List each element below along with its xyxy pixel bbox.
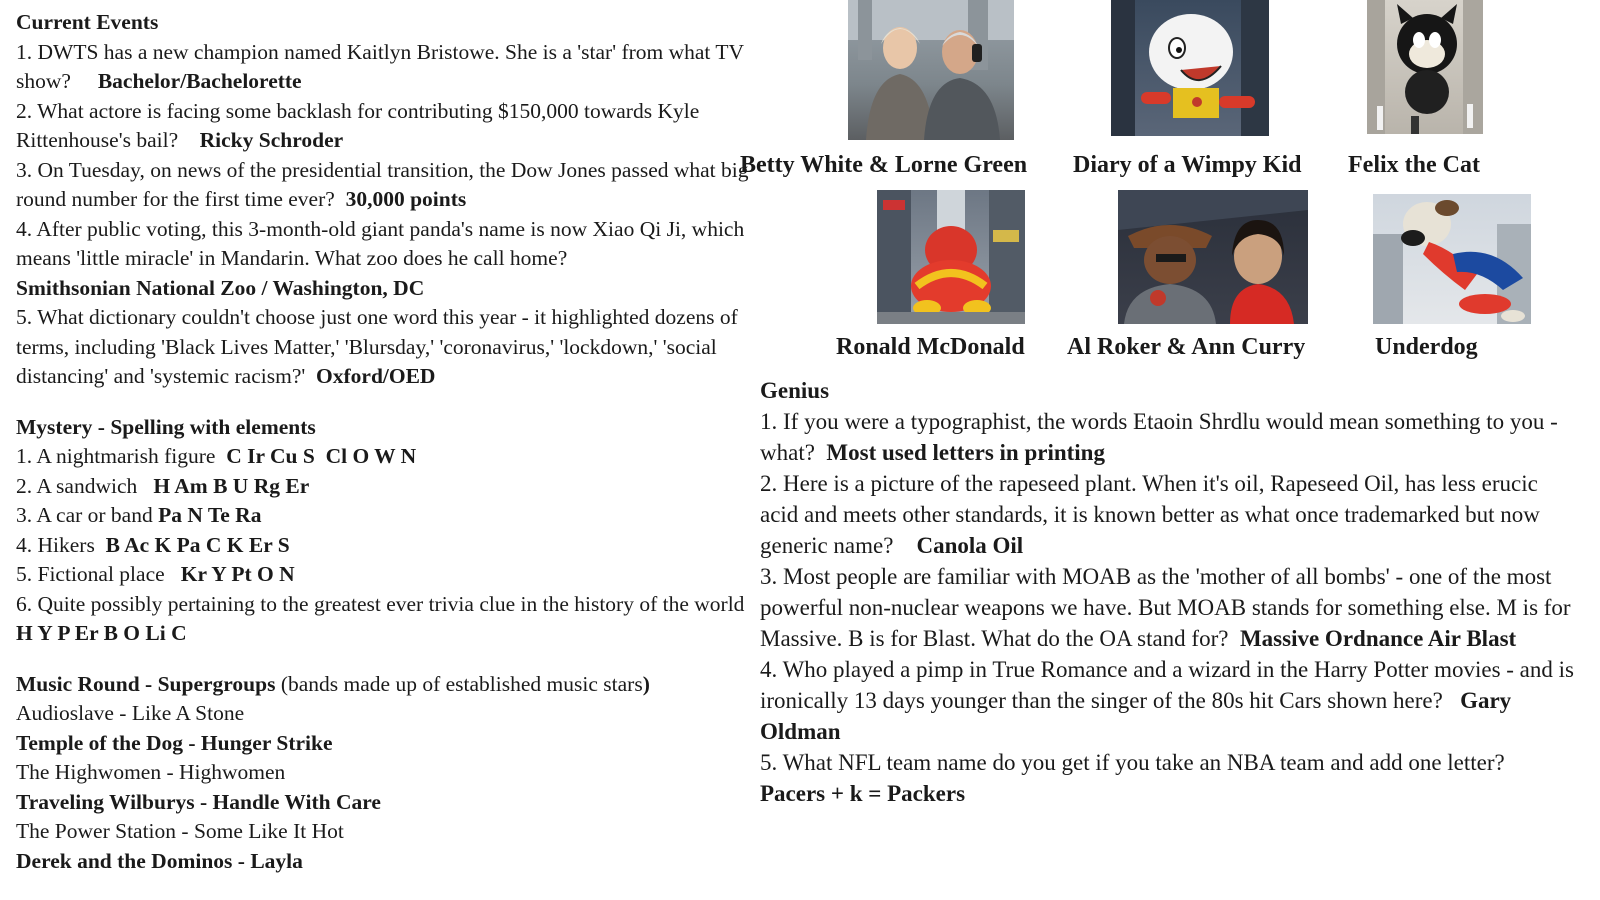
answer-text: 30,000 points — [345, 187, 467, 211]
music-item-2 — [16, 729, 756, 759]
answer-text: Pacers + k = Packers — [760, 781, 966, 806]
question-text: 3. A car or band — [16, 503, 153, 527]
mystery-item-1 — [16, 442, 756, 472]
question-text: 1. A nightmarish figure — [16, 444, 216, 468]
answer-text: C Ir Cu S Cl O W N — [226, 444, 417, 468]
current-events-item-1 — [16, 38, 756, 97]
photo-caption: Felix the Cat — [1348, 152, 1480, 178]
answer-text: Kr Y Pt O N — [180, 562, 295, 586]
ronald-mcdonald-balloon-photo — [877, 190, 1025, 324]
music-item-4 — [16, 788, 756, 818]
answer-text: H Am B U Rg Er — [153, 473, 310, 498]
underdog-balloon-photo — [1373, 194, 1531, 324]
current-events-item-5 — [16, 303, 756, 392]
answer-text: Smithsonian National Zoo / Washington, DC — [16, 275, 425, 300]
question-text: 3. On Tuesday, on news of the presidential transition, the Dow Jones passed what big round number for the first time ever? — [16, 157, 749, 211]
current-events-item-2 — [16, 97, 756, 156]
genius-item-4 — [760, 654, 1580, 747]
genius-item-2 — [760, 468, 1580, 561]
music-heading: Music Round - Supergroups — [16, 671, 276, 696]
answer-text: Massive Ordnance Air Blast — [1239, 626, 1517, 651]
answer-text: H Y P Er B O Li C — [16, 621, 187, 645]
question-text: 2. Here is a picture of the rapeseed plant. When it's oil, Rapeseed Oil, has less erucic acid and meets other standards, it is known better as what once trademarked but now generic name? — [760, 471, 1540, 558]
mystery-item-2 — [16, 472, 756, 502]
genius-section — [760, 375, 1580, 809]
current-events-item-3 — [16, 156, 756, 215]
question-text: 2. A sandwich — [16, 473, 138, 498]
genius-item-5 — [760, 747, 1580, 809]
question-text: 1. DWTS has a new champion named Kaitlyn Bristowe. She is a 'star' from what TV show? — [16, 39, 744, 93]
al-roker-ann-curry-photo — [1118, 190, 1308, 324]
photo-caption: Ronald McDonald — [836, 334, 1025, 360]
music-item-6 — [16, 847, 756, 877]
genius-item-1 — [760, 406, 1580, 468]
music-item-5: The Power Station - Some Like It Hot — [16, 819, 344, 843]
question-text: 4. Hikers — [16, 532, 95, 557]
left-column — [16, 8, 756, 876]
mystery-item-5 — [16, 560, 756, 590]
answer-text: Most used letters in printing — [826, 440, 1105, 465]
current-events-item-4 — [16, 215, 756, 304]
answer-text: B Ac K Pa C K Er S — [105, 532, 290, 557]
felix-the-cat-balloon-photo — [1367, 0, 1483, 134]
genius-heading: Genius — [760, 378, 830, 403]
question-text: 5. What NFL team name do you get if you take an NBA team and add one letter? — [760, 750, 1505, 775]
music-item-text: Temple of the Dog - Hunger Strike — [16, 730, 333, 755]
question-text: 1. If you were a typographist, the words Etaoin Shrdlu would mean something to you - what? — [760, 409, 1558, 465]
answer-text: Canola Oil — [916, 533, 1024, 558]
mystery-item-4 — [16, 531, 756, 561]
answer-text: Gary Oldman — [760, 688, 1512, 744]
music-item-text: Derek and the Dominos - Layla — [16, 848, 303, 873]
question-text: 4. Who played a pimp in True Romance and a wizard in the Harry Potter movies - and is ironically 13 days younger than the singer of the 80s hit Cars shown here? — [760, 657, 1574, 713]
photo-caption: Diary of a Wimpy Kid — [1073, 152, 1302, 178]
music-item-3: The Highwomen - Highwomen — [16, 760, 286, 784]
question-text: 3. Most people are familiar with MOAB as the 'mother of all bombs' - one of the most powerful non-nuclear weapons we have. But MOAB stands for something else. M is for Massive. B is for Blast. What do the OA stand for? — [760, 564, 1571, 651]
mystery-heading: Mystery - Spelling with elements — [16, 414, 316, 439]
wimpy-kid-balloon-photo — [1111, 0, 1269, 136]
current-events-heading: Current Events — [16, 10, 159, 34]
answer-text: Bachelor/Bachelorette — [97, 69, 302, 93]
photo-caption: Underdog — [1375, 334, 1478, 360]
photo-caption: Betty White & Lorne Green — [740, 152, 1028, 178]
mystery-item-6 — [16, 590, 756, 649]
question-text: 2. What actore is facing some backlash for contributing $150,000 towards Kyle Rittenhouse's bail? — [16, 98, 700, 152]
genius-item-3 — [760, 561, 1580, 654]
photo-caption: Al Roker & Ann Curry — [1067, 334, 1306, 360]
music-heading-line — [16, 670, 756, 700]
question-text: 5. What dictionary couldn't choose just one word this year - it highlighted dozens of terms, including 'Black Lives Matter,' 'Blursday,' 'coronavirus,' 'lockdown,' 'social distancing' and 'systemic racism?' — [16, 305, 738, 388]
question-text: 4. After public voting, this 3-month-old giant panda's name is now Xiao Qi Ji, which means 'little miracle' in Mandarin. What zoo does he call home? — [16, 216, 745, 270]
betty-white-lorne-green-photo — [848, 0, 1014, 140]
answer-text: Oxford/OED — [316, 364, 436, 388]
answer-text: Pa N Te Ra — [158, 503, 262, 527]
music-item-text: Traveling Wilburys - Handle With Care — [16, 789, 381, 814]
music-item-1: Audioslave - Like A Stone — [16, 701, 245, 725]
mystery-item-3 — [16, 501, 756, 531]
music-paren-close: ) — [642, 671, 650, 696]
music-subheading: (bands made up of established music stars — [280, 671, 643, 696]
question-text: 6. Quite possibly pertaining to the greatest ever trivia clue in the history of the world — [16, 591, 745, 616]
answer-text: Ricky Schroder — [199, 128, 344, 152]
question-text: 5. Fictional place — [16, 562, 165, 586]
